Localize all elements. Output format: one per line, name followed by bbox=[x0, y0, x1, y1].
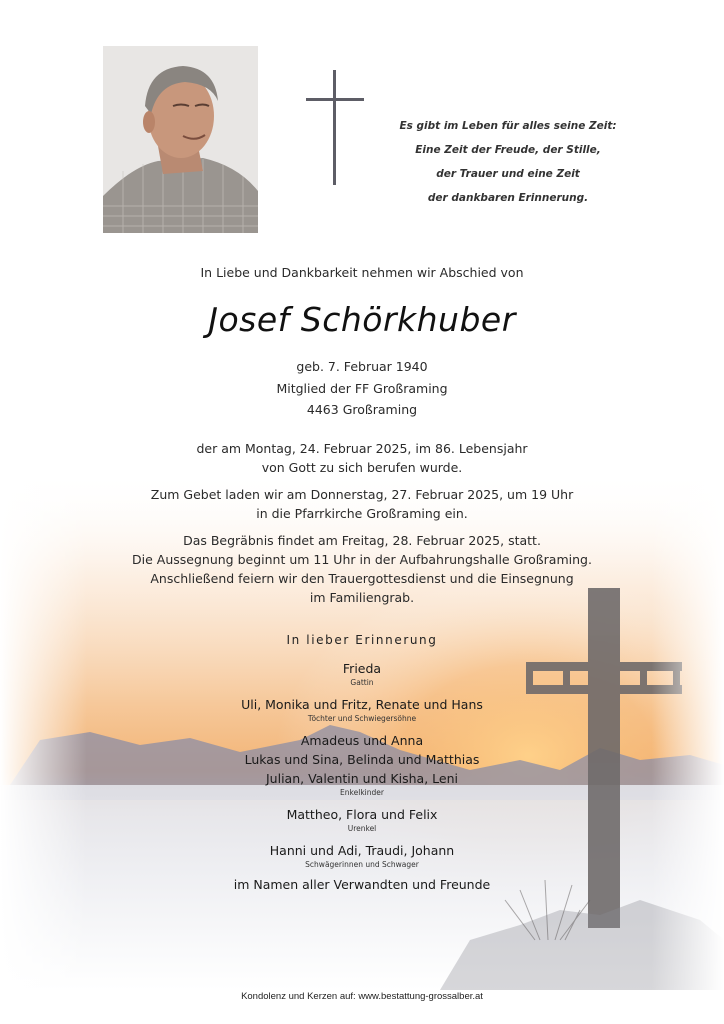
mourner-relation: Gattin bbox=[350, 678, 374, 687]
mourners-heading: In lieber Erinnerung bbox=[286, 633, 438, 647]
footer-condolence-link: Kondolenz und Kerzen auf: www.bestattung-grossalber.at bbox=[241, 991, 483, 1002]
mourner-names: Uli, Monika und Fritz, Renate und Hans bbox=[241, 697, 483, 712]
quote bbox=[396, 114, 620, 210]
membership: Mitglied der FF Großraming bbox=[276, 380, 448, 396]
residence: 4463 Großraming bbox=[306, 402, 418, 417]
mourner-relation: Töchter und Schwiegersöhne bbox=[307, 714, 417, 723]
quote-line: Es gibt im Leben für alles seine Zeit: bbox=[399, 120, 617, 132]
death-line: der am Montag, 24. Februar 2025, im 86. Lebensjahr bbox=[196, 441, 528, 456]
mourner-names: Mattheo, Flora und Felix bbox=[286, 807, 438, 822]
funeral-line: Die Aussegnung beginnt um 11 Uhr in der Aufbahrungshalle Großraming. bbox=[132, 552, 592, 567]
mourner-names: Frieda bbox=[342, 661, 382, 676]
personal-details bbox=[0, 356, 724, 421]
closing-line: im Namen aller Verwandten und Freunde bbox=[233, 877, 491, 892]
death-line: von Gott zu sich berufen wurde. bbox=[261, 460, 463, 475]
funeral-line: Anschließend feiern wir den Trauergottesdienst und die Einsegnung bbox=[150, 571, 574, 586]
mourner-group-great-grandchildren bbox=[0, 805, 724, 834]
prayer-line: Zum Gebet laden wir am Donnerstag, 27. Februar 2025, um 19 Uhr bbox=[150, 487, 574, 502]
mourners-list bbox=[0, 633, 724, 892]
mourner-names: Hanni und Adi, Traudi, Johann bbox=[269, 843, 455, 858]
intro-text: In Liebe und Dankbarkeit nehmen wir Abschied von bbox=[200, 265, 524, 280]
mourner-names: Amadeus und Anna bbox=[300, 733, 424, 748]
deceased-name: Josef Schörkhuber bbox=[208, 300, 516, 339]
mourner-group-in-laws bbox=[0, 841, 724, 870]
prayer-notice bbox=[0, 485, 724, 523]
quote-line: Eine Zeit der Freude, der Stille, bbox=[415, 144, 601, 156]
mourner-group-grandchildren bbox=[0, 731, 724, 798]
funeral-notice bbox=[0, 531, 724, 607]
portrait-photo bbox=[103, 46, 258, 233]
birth-date: geb. 7. Februar 1940 bbox=[296, 359, 428, 374]
cross-icon bbox=[306, 70, 364, 185]
mourner-group-spouse bbox=[0, 659, 724, 688]
mourner-group-children bbox=[0, 695, 724, 724]
mourner-relation: Schwägerinnen und Schwager bbox=[305, 860, 419, 869]
mourner-relation: Enkelkinder bbox=[340, 788, 384, 797]
mourner-names: Julian, Valentin und Kisha, Leni bbox=[266, 771, 458, 786]
mourner-names: Lukas und Sina, Belinda und Matthias bbox=[244, 752, 480, 767]
death-notice bbox=[0, 439, 724, 477]
funeral-line: Das Begräbnis findet am Freitag, 28. Februar 2025, statt. bbox=[183, 533, 541, 548]
quote-line: der dankbaren Erinnerung. bbox=[427, 192, 589, 204]
quote-line: der Trauer und eine Zeit bbox=[436, 168, 580, 180]
mourner-relation: Urenkel bbox=[347, 824, 377, 833]
funeral-line: im Familiengrab. bbox=[309, 590, 415, 605]
prayer-line: in die Pfarrkirche Großraming ein. bbox=[256, 506, 468, 521]
